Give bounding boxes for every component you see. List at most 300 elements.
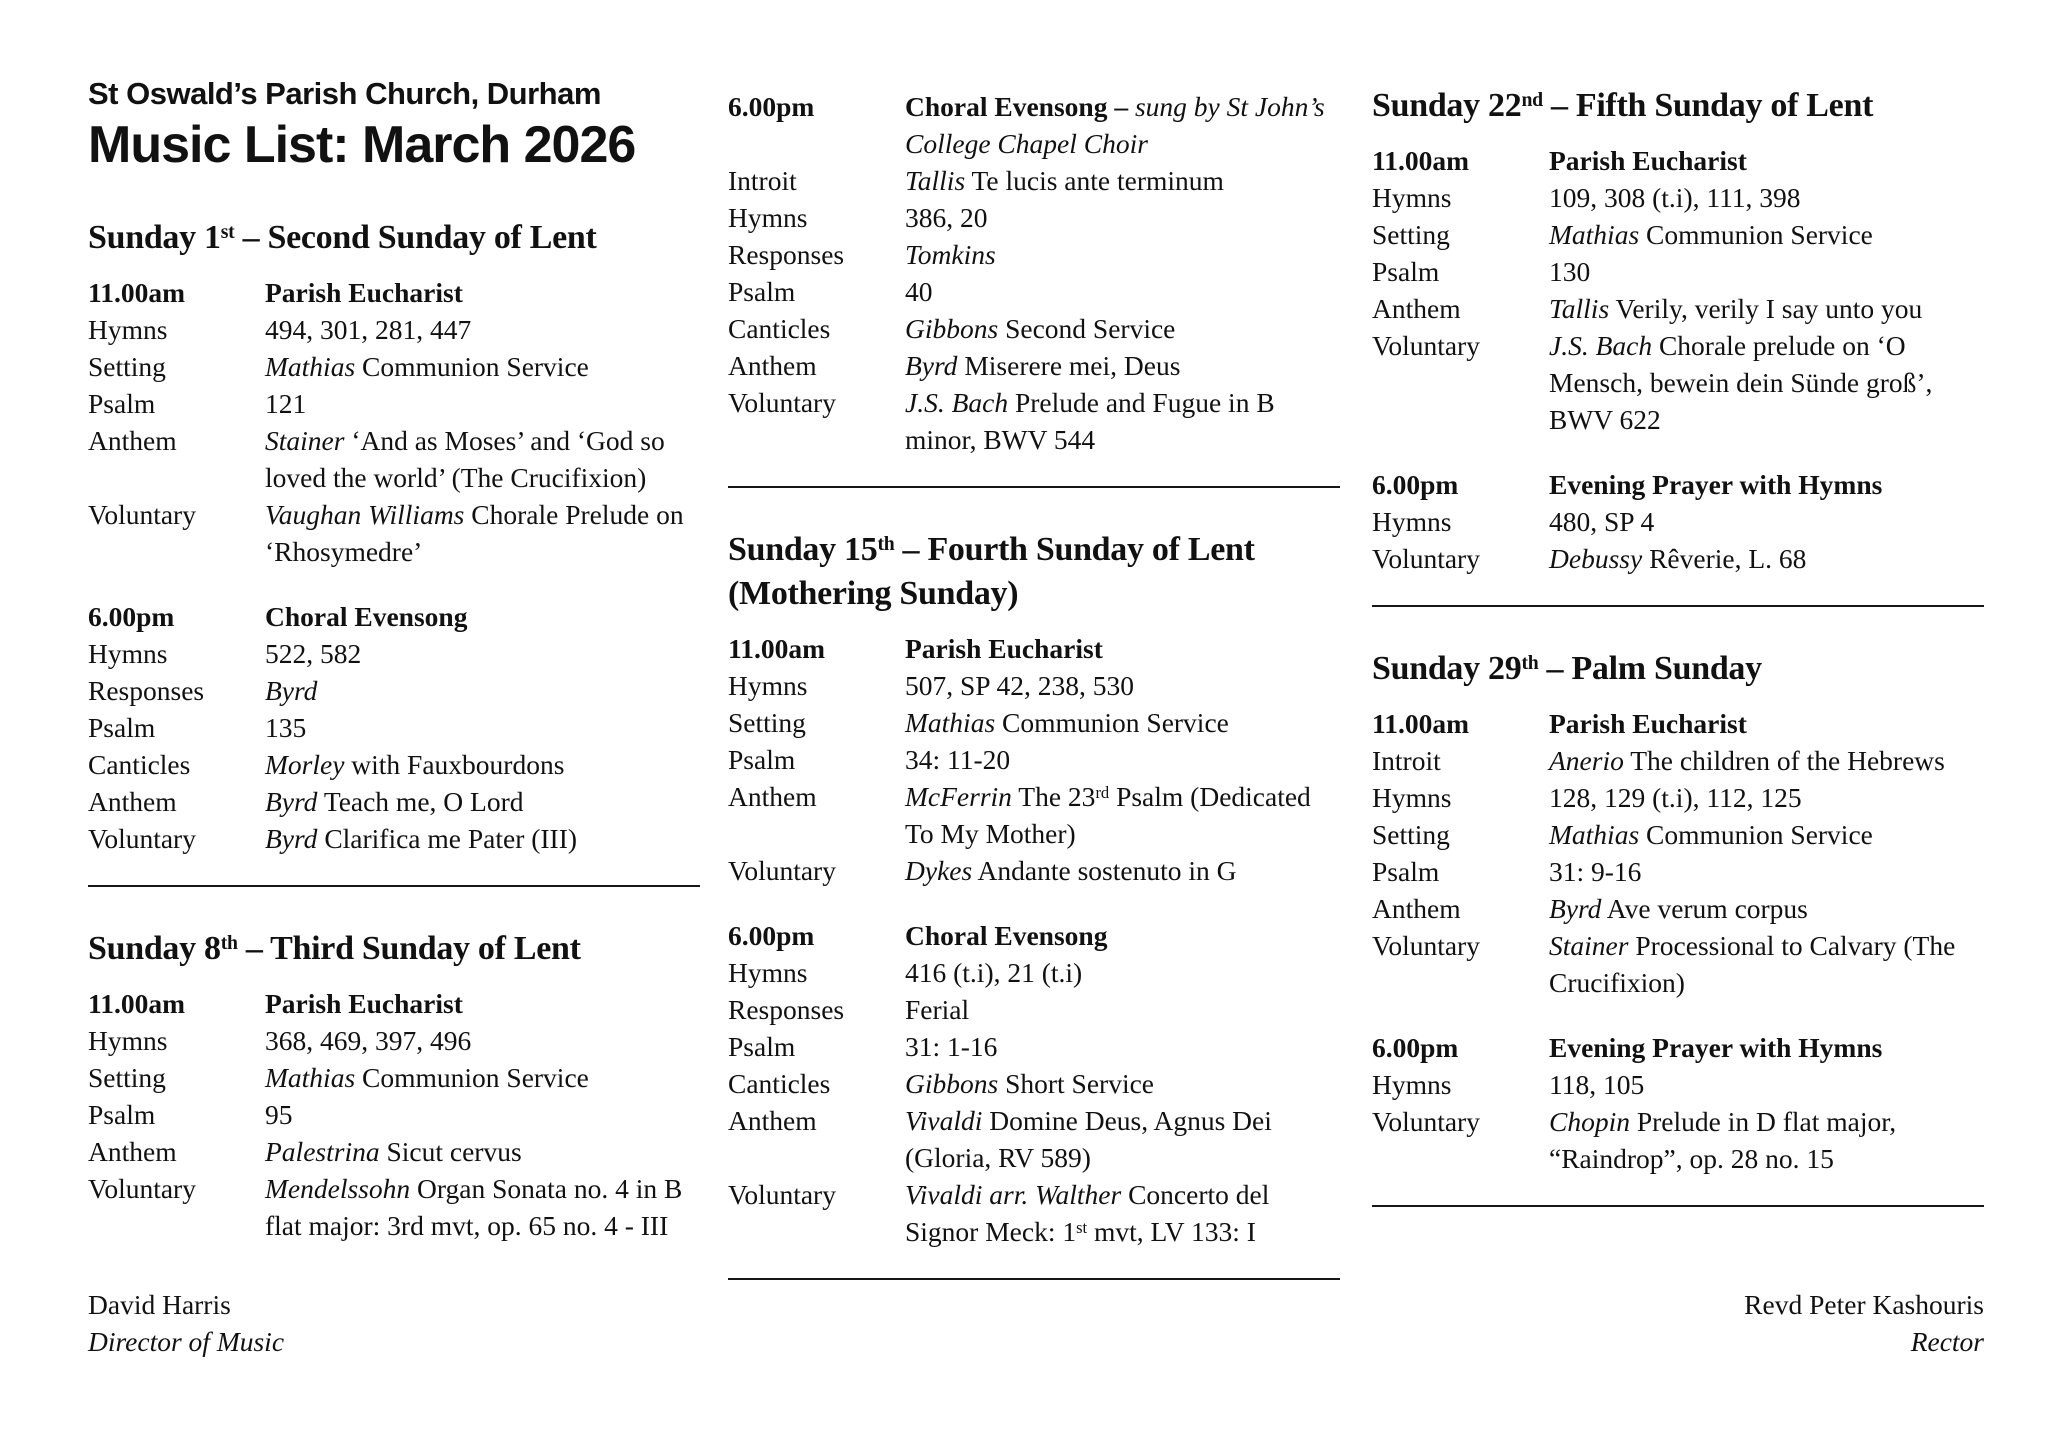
row-label: Anthem — [1372, 893, 1461, 924]
row-value — [1549, 216, 1984, 253]
text-segment: – Palm Sunday — [1538, 650, 1762, 687]
row-label: Responses — [728, 239, 845, 270]
text-segment: Short Service — [998, 1068, 1155, 1099]
service-row — [1372, 290, 1984, 327]
text-segment: – Second Sunday of Lent — [234, 219, 597, 256]
service-time: 11.00am — [88, 988, 186, 1019]
service-row — [88, 1022, 700, 1059]
row-value — [905, 1176, 1340, 1250]
service-head — [1372, 466, 1984, 503]
row-label: Hymns — [1372, 506, 1452, 537]
service-row — [728, 310, 1340, 347]
service-rows — [88, 1022, 700, 1244]
service-block-evening-prayer — [1372, 466, 1984, 577]
service-time: 11.00am — [1372, 145, 1470, 176]
text-segment: Ferial — [905, 994, 970, 1025]
row-label: Anthem — [88, 1136, 177, 1167]
service-row — [88, 348, 700, 385]
service-row — [728, 199, 1340, 236]
service-row — [88, 496, 700, 570]
service-rows — [728, 954, 1340, 1250]
text-segment: – Fourth Sunday of Lent (Mothering Sunday) — [728, 531, 1255, 612]
row-value — [905, 704, 1340, 741]
row-value — [1549, 1103, 1984, 1177]
row-label: Psalm — [728, 744, 796, 775]
row-value — [265, 635, 700, 672]
row-label: Hymns — [88, 1025, 168, 1056]
row-value — [905, 310, 1340, 347]
day-heading-sunday-22nd — [1372, 84, 1984, 128]
row-label: Voluntary — [88, 1173, 196, 1204]
text-segment: Mendelssohn — [265, 1173, 411, 1204]
text-segment: Stainer — [1549, 930, 1629, 961]
text-segment: Parish Eucharist — [905, 633, 1103, 664]
row-value — [905, 954, 1340, 991]
text-segment: Tomkins — [905, 239, 996, 270]
text-segment: 31: 1-16 — [905, 1031, 998, 1062]
row-value — [905, 1065, 1340, 1102]
column-right — [1372, 84, 1984, 1207]
row-value — [905, 991, 1340, 1028]
text-segment: Byrd — [265, 786, 318, 817]
service-row — [1372, 779, 1984, 816]
director-role: Director of Music — [88, 1326, 285, 1357]
service-row — [88, 1170, 700, 1244]
day-heading-sunday-15th — [728, 528, 1340, 616]
service-row — [728, 667, 1340, 704]
text-segment: 386, 20 — [905, 202, 988, 233]
service-block-eucharist — [1372, 142, 1984, 438]
row-label: Anthem — [728, 350, 817, 381]
service-block-evensong — [728, 917, 1340, 1250]
service-row — [1372, 853, 1984, 890]
text-segment: Byrd — [905, 350, 958, 381]
service-title — [265, 598, 700, 635]
service-time: 6.00pm — [1372, 1032, 1459, 1063]
row-value — [265, 1059, 700, 1096]
row-label: Hymns — [88, 638, 168, 669]
row-value — [1549, 927, 1984, 1001]
service-time: 6.00pm — [728, 920, 815, 951]
row-value — [265, 1133, 700, 1170]
service-block-eucharist — [728, 630, 1340, 889]
service-time: 6.00pm — [88, 601, 175, 632]
row-value — [265, 422, 700, 496]
row-label: Voluntary — [728, 1179, 836, 1210]
service-head — [1372, 142, 1984, 179]
service-row — [1372, 503, 1984, 540]
service-head — [728, 88, 1340, 162]
service-block-eucharist — [88, 274, 700, 570]
text-segment: Mathias — [1549, 819, 1640, 850]
row-value — [1549, 1066, 1984, 1103]
service-head — [1372, 705, 1984, 742]
service-row — [728, 778, 1340, 852]
text-segment: Psalm (Dedicated To My Mother) — [905, 781, 1311, 849]
day-heading-sunday-8th — [88, 927, 700, 971]
row-value — [1549, 179, 1984, 216]
service-row — [88, 422, 700, 496]
service-row — [728, 991, 1340, 1028]
service-block-eucharist — [1372, 705, 1984, 1001]
service-row — [1372, 742, 1984, 779]
service-row — [88, 311, 700, 348]
row-value — [905, 273, 1340, 310]
text-segment: Stainer — [265, 425, 345, 456]
row-label: Hymns — [1372, 1069, 1452, 1100]
row-value — [1549, 853, 1984, 890]
row-label: Voluntary — [1372, 330, 1480, 361]
text-segment: 95 — [265, 1099, 293, 1130]
service-row — [1372, 816, 1984, 853]
row-label: Anthem — [88, 425, 177, 456]
row-label: Hymns — [728, 957, 808, 988]
text-segment: Dykes — [905, 855, 973, 886]
row-label: Psalm — [728, 1031, 796, 1062]
service-row — [88, 820, 700, 857]
service-rows — [1372, 742, 1984, 1001]
row-value — [265, 746, 700, 783]
row-label: Responses — [88, 675, 205, 706]
text-segment: Miserere mei, Deus — [957, 350, 1181, 381]
section-divider — [1372, 605, 1984, 607]
rector-role: Rector — [1910, 1326, 1984, 1357]
service-row — [88, 672, 700, 709]
row-value — [905, 384, 1340, 458]
text-segment: 40 — [905, 276, 933, 307]
row-value — [265, 709, 700, 746]
row-value — [905, 162, 1340, 199]
text-segment: Parish Eucharist — [265, 988, 463, 1019]
director-name: David Harris — [88, 1289, 231, 1320]
text-segment: Chorale prelude on ‘O Mensch, bewein dein Sünde groß’, BWV 622 — [1549, 330, 1933, 435]
row-value — [1549, 779, 1984, 816]
service-row — [728, 1028, 1340, 1065]
service-rows — [1372, 503, 1984, 577]
text-segment: 494, 301, 281, 447 — [265, 314, 472, 345]
row-value — [1549, 742, 1984, 779]
service-row — [728, 1065, 1340, 1102]
row-value — [1549, 890, 1984, 927]
service-row — [728, 852, 1340, 889]
text-segment: Gibbons — [905, 313, 999, 344]
row-value — [905, 741, 1340, 778]
text-segment: Evening Prayer with Hymns — [1549, 1032, 1883, 1063]
text-segment: Second Service — [998, 313, 1176, 344]
row-value — [265, 496, 700, 570]
text-segment: Rêverie, L. 68 — [1642, 543, 1807, 574]
service-head — [1372, 1029, 1984, 1066]
service-head — [88, 274, 700, 311]
day-heading-sunday-1st — [88, 216, 700, 260]
row-label: Hymns — [88, 314, 168, 345]
text-segment: Choral Evensong — [905, 920, 1108, 951]
row-label: Psalm — [1372, 256, 1440, 287]
text-segment: 135 — [265, 712, 307, 743]
row-label: Voluntary — [88, 499, 196, 530]
signature-rector — [1744, 1286, 1984, 1360]
service-row — [1372, 1066, 1984, 1103]
row-value — [1549, 503, 1984, 540]
text-segment: Domine Deus, Agnus Dei (Gloria, RV 589) — [905, 1105, 1272, 1173]
text-segment: Parish Eucharist — [265, 277, 463, 308]
text-segment: Sunday 22 — [1372, 87, 1522, 124]
text-segment: Communion Service — [1639, 219, 1873, 250]
ordinal-superscript: th — [220, 932, 238, 955]
text-segment: Vivaldi — [905, 1105, 983, 1136]
text-segment: Communion Service — [355, 351, 589, 382]
text-segment: mvt, LV 133: I — [1087, 1216, 1256, 1247]
text-segment: 130 — [1549, 256, 1591, 287]
service-time: 11.00am — [728, 633, 826, 664]
text-segment: 480, SP 4 — [1549, 506, 1655, 537]
row-value — [905, 667, 1340, 704]
text-segment: Parish Eucharist — [1549, 708, 1747, 739]
row-label: Voluntary — [728, 855, 836, 886]
text-segment: Parish Eucharist — [1549, 145, 1747, 176]
text-segment: with Fauxbourdons — [344, 749, 565, 780]
service-row — [728, 384, 1340, 458]
text-segment: Teach me, O Lord — [317, 786, 524, 817]
text-segment: Sunday 29 — [1372, 650, 1522, 687]
service-row — [1372, 179, 1984, 216]
text-segment: Chopin — [1549, 1106, 1630, 1137]
text-segment: The children of the Hebrews — [1623, 745, 1945, 776]
service-block-evensong-st-johns — [728, 88, 1340, 458]
service-time: 11.00am — [1372, 708, 1470, 739]
text-segment: – Third Sunday of Lent — [237, 930, 581, 967]
service-row — [88, 1133, 700, 1170]
row-value — [1549, 816, 1984, 853]
text-segment: Communion Service — [355, 1062, 589, 1093]
text-segment: Tallis — [1549, 293, 1610, 324]
row-label: Voluntary — [728, 387, 836, 418]
text-segment: sung by St John’s College Chapel Choir — [905, 91, 1325, 159]
text-segment: Andante sostenuto in G — [972, 855, 1237, 886]
row-label: Canticles — [88, 749, 191, 780]
text-segment: Debussy — [1549, 543, 1643, 574]
text-segment: Sunday 1 — [88, 219, 221, 256]
row-label: Psalm — [88, 712, 156, 743]
row-label: Setting — [1372, 819, 1450, 850]
service-row — [1372, 1103, 1984, 1177]
footer — [88, 1286, 1984, 1360]
text-segment: Byrd — [265, 823, 318, 854]
row-value — [265, 1096, 700, 1133]
row-value — [905, 347, 1340, 384]
text-segment: Communion Service — [1639, 819, 1873, 850]
text-segment: 109, 308 (t.i), 111, 398 — [1549, 182, 1801, 213]
text-segment: – Fifth Sunday of Lent — [1542, 87, 1874, 124]
masthead — [88, 74, 700, 176]
row-value — [265, 311, 700, 348]
text-segment: Byrd — [265, 675, 318, 706]
text-segment: Evening Prayer with Hymns — [1549, 469, 1883, 500]
row-value — [265, 1170, 700, 1244]
row-label: Canticles — [728, 313, 831, 344]
service-title — [905, 630, 1340, 667]
text-segment: Mathias — [265, 351, 356, 382]
row-label: Anthem — [728, 781, 817, 812]
section-divider — [728, 486, 1340, 488]
text-segment: Te lucis ante terminum — [965, 165, 1224, 196]
text-segment: Communion Service — [995, 707, 1229, 738]
service-row — [728, 236, 1340, 273]
row-label: Voluntary — [88, 823, 196, 854]
section-divider — [1372, 1205, 1984, 1207]
service-row — [728, 162, 1340, 199]
text-segment: Verily, verily I say unto you — [1609, 293, 1923, 324]
ordinal-superscript: th — [877, 533, 895, 556]
text-segment: J.S. Bach — [1549, 330, 1653, 361]
text-segment: 522, 582 — [265, 638, 362, 669]
service-title — [905, 917, 1340, 954]
text-segment: Ave verum corpus — [1601, 893, 1808, 924]
service-time: 11.00am — [88, 277, 186, 308]
text-segment: Prelude in D flat major, “Raindrop”, op. 28 no. 15 — [1549, 1106, 1897, 1174]
text-segment: Clarifica me Pater (III) — [317, 823, 578, 854]
service-head — [728, 630, 1340, 667]
service-title — [1549, 142, 1984, 179]
row-label: Introit — [728, 165, 797, 196]
service-row — [88, 1059, 700, 1096]
column-middle — [728, 88, 1340, 1280]
row-label: Introit — [1372, 745, 1441, 776]
text-segment: Vaughan Williams — [265, 499, 465, 530]
row-value — [1549, 290, 1984, 327]
service-block-eucharist — [88, 985, 700, 1244]
ordinal-superscript: st — [1076, 1217, 1088, 1237]
text-segment: Morley — [265, 749, 345, 780]
text-segment: Vivaldi arr. Walther — [905, 1179, 1122, 1210]
service-head — [88, 985, 700, 1022]
service-row — [1372, 927, 1984, 1001]
row-label: Hymns — [1372, 782, 1452, 813]
service-row — [88, 783, 700, 820]
text-segment: 368, 469, 397, 496 — [265, 1025, 472, 1056]
service-rows — [88, 635, 700, 857]
row-value — [905, 1028, 1340, 1065]
text-segment: McFerrin — [905, 781, 1012, 812]
row-label: Psalm — [1372, 856, 1440, 887]
text-segment: Palestrina — [265, 1136, 380, 1167]
row-value — [905, 778, 1340, 852]
row-label: Canticles — [728, 1068, 831, 1099]
service-row — [88, 746, 700, 783]
row-value — [905, 1102, 1340, 1176]
text-segment: 507, SP 42, 238, 530 — [905, 670, 1134, 701]
section-divider — [728, 1278, 1340, 1280]
text-segment: Anerio — [1549, 745, 1624, 776]
signature-director — [88, 1286, 284, 1360]
text-segment: Mathias — [265, 1062, 356, 1093]
row-value — [265, 820, 700, 857]
text-segment: Choral Evensong – — [905, 91, 1135, 122]
day-heading-sunday-29th — [1372, 647, 1984, 691]
service-head — [88, 598, 700, 635]
text-segment: J.S. Bach — [905, 387, 1009, 418]
service-rows — [728, 667, 1340, 889]
service-row — [88, 385, 700, 422]
service-block-evensong — [88, 598, 700, 857]
row-label: Psalm — [88, 388, 156, 419]
service-row — [728, 741, 1340, 778]
text-segment: Sunday 15 — [728, 531, 878, 568]
rector-name: Revd Peter Kashouris — [1744, 1289, 1984, 1320]
text-segment: 118, 105 — [1549, 1069, 1645, 1100]
row-label: Voluntary — [1372, 543, 1480, 574]
text-segment: 34: 11-20 — [905, 744, 1011, 775]
ordinal-superscript: rd — [1095, 782, 1110, 802]
text-segment: Concerto del Signor Meck: 1 — [905, 1179, 1270, 1247]
row-value — [265, 672, 700, 709]
row-value — [265, 348, 700, 385]
service-time: 6.00pm — [1372, 469, 1459, 500]
text-segment: Organ Sonata no. 4 in B flat major: 3rd mvt, op. 65 no. 4 - III — [265, 1173, 683, 1241]
service-row — [728, 347, 1340, 384]
row-value — [905, 199, 1340, 236]
text-segment: Mathias — [905, 707, 996, 738]
text-segment: 128, 129 (t.i), 112, 125 — [1549, 782, 1802, 813]
service-row — [88, 635, 700, 672]
row-label: Anthem — [728, 1105, 817, 1136]
row-label: Anthem — [1372, 293, 1461, 324]
service-rows — [1372, 1066, 1984, 1177]
ordinal-superscript: st — [220, 221, 235, 244]
service-rows — [728, 162, 1340, 458]
text-segment: Mathias — [1549, 219, 1640, 250]
row-label: Setting — [88, 1062, 166, 1093]
column-left — [88, 74, 700, 1272]
row-value — [1549, 327, 1984, 438]
text-segment: Sunday 8 — [88, 930, 221, 967]
row-value — [1549, 253, 1984, 290]
service-rows — [88, 311, 700, 570]
row-label: Voluntary — [1372, 1106, 1480, 1137]
service-title — [265, 985, 700, 1022]
church-name: St Oswald’s Parish Church, Durham — [88, 76, 601, 111]
row-value — [1549, 540, 1984, 577]
row-value — [265, 783, 700, 820]
row-label: Anthem — [88, 786, 177, 817]
row-label: Hymns — [728, 670, 808, 701]
page-title: Music List: March 2026 — [88, 116, 636, 174]
text-segment: Prelude and Fugue in B minor, BWV 544 — [905, 387, 1275, 455]
service-row — [88, 1096, 700, 1133]
service-block-evening-prayer — [1372, 1029, 1984, 1177]
service-row — [728, 954, 1340, 991]
text-segment: Chorale Prelude on ‘Rhosymedre’ — [265, 499, 684, 567]
service-rows — [1372, 179, 1984, 438]
service-row — [728, 704, 1340, 741]
text-segment: Tallis — [905, 165, 966, 196]
text-segment: Processional to Calvary (The Crucifixion) — [1549, 930, 1956, 998]
service-head — [728, 917, 1340, 954]
text-segment: Byrd — [1549, 893, 1602, 924]
service-row — [1372, 890, 1984, 927]
service-title — [905, 88, 1340, 162]
text-segment: ‘And as Moses’ and ‘God so loved the world’ (The Crucifixion) — [265, 425, 665, 493]
ordinal-superscript: nd — [1521, 89, 1543, 112]
text-segment: Gibbons — [905, 1068, 999, 1099]
service-title — [1549, 466, 1984, 503]
row-label: Setting — [88, 351, 166, 382]
service-row — [1372, 253, 1984, 290]
text-segment: 31: 9-16 — [1549, 856, 1642, 887]
section-divider — [88, 885, 700, 887]
row-label: Setting — [1372, 219, 1450, 250]
text-segment: Sicut cervus — [379, 1136, 522, 1167]
